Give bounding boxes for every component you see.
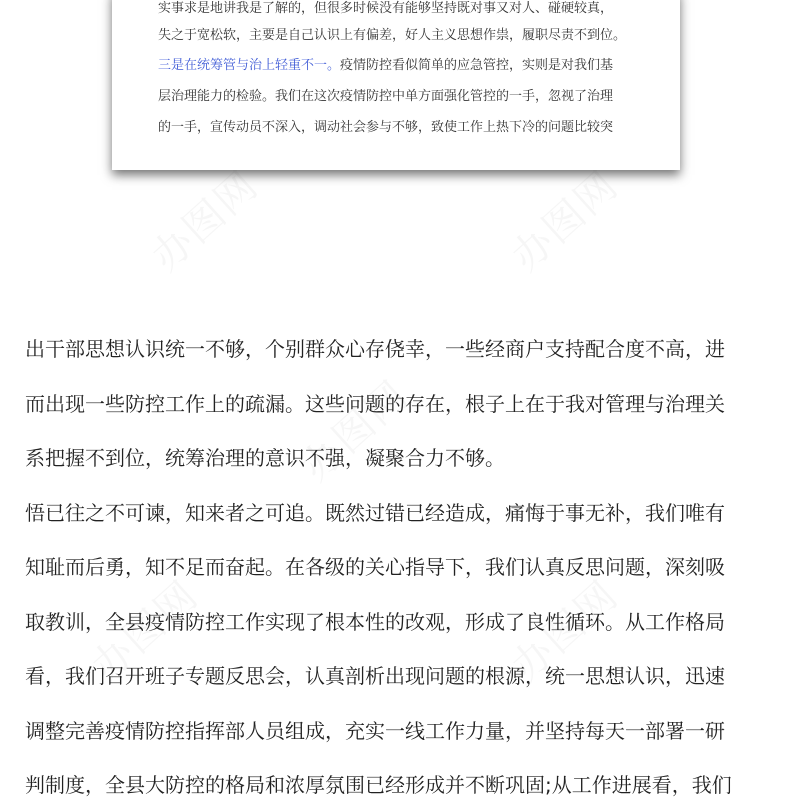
body-line: 知耻而后勇，知不足而奋起。在各级的关心指导下，我们认真反思问题，深刻吸 bbox=[25, 555, 725, 579]
watermark: 办图网 bbox=[503, 161, 628, 281]
body-line: 系把握不到位，统筹治理的意识不强，凝聚合力不够。 bbox=[25, 446, 505, 470]
body-line: 出干部思想认识统一不够，个别群众心存侥幸，一些经商户支持配合度不高，进 bbox=[25, 337, 725, 361]
body-line: 取教训，全县疫情防控工作实现了根本性的改观，形成了良性循环。从工作格局 bbox=[25, 609, 725, 634]
card-line: 失之于宽松软，主要是自己认识上有偏差，好人主义思想作祟，履职尽责不到位。 bbox=[158, 28, 627, 43]
card-line: 实事求是地讲我是了解的，但很多时候没有能够坚持既对事又对人、碰硬较真， bbox=[158, 1, 614, 16]
card-line: 的一手，宣传动员不深入，调动社会参与不够，致使工作上热下冷的问题比较突 bbox=[158, 120, 614, 135]
document-preview-text bbox=[158, 0, 640, 143]
watermark: 办图网 bbox=[503, 571, 628, 691]
body-line: 调整完善疫情防控指挥部人员组成，充实一线工作力量，并坚持每天一部署一研 bbox=[25, 718, 725, 743]
section-heading-highlight: 三是在统筹管与治上轻重不一。 bbox=[158, 58, 341, 73]
body-line: 判制度，全县大防控的格局和浓厚氛围已经形成并不断巩固;从工作进展看，我们 bbox=[25, 773, 732, 797]
card-line: 层治理能力的检验。我们在这次疫情防控中单方面强化管控的一手，忽视了治理 bbox=[158, 89, 614, 104]
watermark: 办图网 bbox=[293, 371, 418, 491]
watermark: 办图网 bbox=[143, 161, 268, 281]
watermark: 办图网 bbox=[83, 571, 208, 691]
card-line bbox=[158, 50, 640, 81]
body-line: 看，我们召开班子专题反思会，认真剖析出现问题的根源，统一思想认识，迅速 bbox=[25, 664, 725, 688]
document-preview-card bbox=[112, 0, 680, 170]
body-line: 悟已往之不可谏，知来者之可追。既然过错已经造成，痛悔于事无补，我们唯有 bbox=[25, 500, 725, 525]
document-body bbox=[25, 322, 785, 800]
body-line: 而出现一些防控工作上的疏漏。这些问题的存在，根子上在于我对管理与治理关 bbox=[25, 391, 725, 416]
card-line-text: 疫情防控看似简单的应急管控，实则是对我们基 bbox=[340, 58, 614, 73]
